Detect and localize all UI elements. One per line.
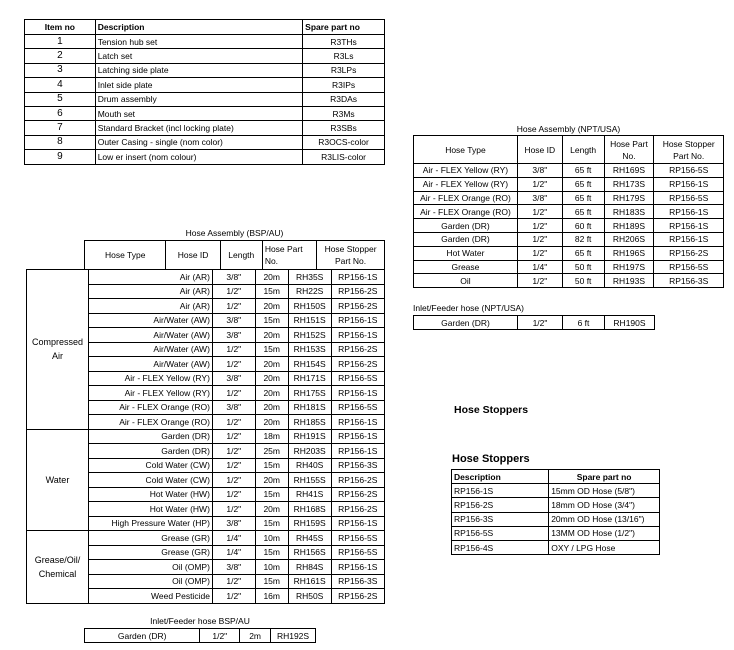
table-row: Grease 1/4" 50 ft RH197S RP156-5S	[414, 260, 724, 274]
spare-parts-table	[24, 19, 385, 165]
table-row: Air - FLEX Orange (RO) 3/8" 65 ft RH179S RP156-5S	[414, 191, 724, 205]
table-row: 7 Standard Bracket (incl locking plate) R3SBs	[25, 121, 385, 135]
table-row: Grease/Oil/ Chemical Grease (GR) 1/4" 10m RH45S RP156-5S	[27, 531, 385, 546]
hose-stoppers-table	[451, 469, 660, 555]
feeder-bsp-table	[84, 628, 316, 643]
table-row: Hot Water (HW) 1/2" 15m RH41S RP156-2S	[27, 487, 385, 502]
bsp-hose-assembly-table	[84, 240, 385, 270]
table-header-row: Hose Type Hose ID Length Hose Part No. Hose Stopper Part No.	[85, 241, 385, 270]
column-header: Item no	[25, 20, 96, 35]
group-label: Compressed Air	[27, 270, 89, 430]
table-row: Grease (GR) 1/4" 15m RH156S RP156-5S	[27, 545, 385, 560]
table-row: Air - FLEX Orange (RO) 3/8" 20m RH181S RP156-5S	[27, 400, 385, 415]
table-row: RP156-2S 18mm OD Hose (3/4")	[452, 498, 660, 512]
bsp-assembly-title: Hose Assembly (BSP/AU)	[185, 228, 284, 238]
table-row: Cold Water (CW) 1/2" 20m RH155S RP156-2S	[27, 473, 385, 488]
table-row: Hot Water 1/2" 65 ft RH196S RP156-2S	[414, 246, 724, 260]
table-row: 6 Mouth set R3Ms	[25, 106, 385, 120]
table-row: Garden (DR) 1/2" 25m RH203S RP156-1S	[27, 444, 385, 459]
table-row: Garden (DR) 1/2" 60 ft RH189S RP156-1S	[414, 219, 724, 233]
feeder-bsp-title: Inlet/Feeder hose BSP/AU	[150, 616, 250, 626]
npt-assembly-title: Hose Assembly (NPT/USA)	[516, 124, 621, 134]
feeder-npt-table	[413, 315, 655, 330]
hose-stoppers-heading: Hose Stoppers	[454, 404, 529, 416]
table-row: 4 Inlet side plate R3IPs	[25, 78, 385, 92]
table-row: 2 Latch set R3Ls	[25, 49, 385, 63]
table-header-row	[25, 20, 385, 35]
column-header: Description	[95, 20, 302, 35]
table-row: Cold Water (CW) 1/2" 15m RH40S RP156-3S	[27, 458, 385, 473]
table-row: High Pressure Water (HP) 3/8" 15m RH159S RP156-1S	[27, 516, 385, 531]
table-row: Air - FLEX Yellow (RY) 1/2" 65 ft RH173S RP156-1S	[414, 177, 724, 191]
table-row: Oil 1/2" 50 ft RH193S RP156-3S	[414, 274, 724, 288]
table-header-row: Description Spare part no	[452, 470, 660, 484]
table-row: RP156-3S 20mm OD Hose (13/16")	[452, 512, 660, 526]
table-row: Air - FLEX Yellow (RY) 3/8" 20m RH171S RP156-5S	[27, 371, 385, 386]
hose-stoppers-title: Hose Stoppers	[452, 453, 530, 465]
table-row: Oil (OMP) 3/8" 10m RH84S RP156-1S	[27, 560, 385, 575]
table-row: Air - FLEX Yellow (RY) 3/8" 65 ft RH169S RP156-5S	[414, 164, 724, 178]
group-label: Grease/Oil/ Chemical	[27, 531, 89, 604]
table-row: Air (AR) 1/2" 15m RH22S RP156-2S	[27, 284, 385, 299]
table-row: Air/Water (AW) 1/2" 20m RH154S RP156-2S	[27, 357, 385, 372]
table-row: Air - FLEX Orange (RO) 1/2" 65 ft RH183S RP156-1S	[414, 205, 724, 219]
feeder-npt-title: Inlet/Feeder hose (NPT/USA)	[413, 303, 525, 313]
table-row: 9 Low er insert (nom colour) R3LIS-color	[25, 150, 385, 164]
table-row: Air - FLEX Orange (RO) 1/2" 20m RH185S RP156-1S	[27, 415, 385, 430]
table-row: Water Garden (DR) 1/2" 18m RH191S RP156-1S	[27, 429, 385, 444]
table-header-row: Hose Type Hose ID Length Hose Part No. Hose Stopper Part No.	[414, 136, 724, 164]
table-row: Hot Water (HW) 1/2" 20m RH168S RP156-2S	[27, 502, 385, 517]
table-row: 3 Latching side plate R3LPs	[25, 63, 385, 77]
table-row: Oil (OMP) 1/2" 15m RH161S RP156-3S	[27, 574, 385, 589]
table-row: Garden (DR) 1/2" 6 ft RH190S	[414, 316, 655, 330]
bsp-hose-assembly-body	[26, 269, 385, 604]
table-row: RP156-1S 15mm OD Hose (5/8")	[452, 484, 660, 498]
table-row: 8 Outer Casing - single (nom color) R3OCS-color	[25, 135, 385, 149]
table-row: Garden (DR) 1/2" 2m RH192S	[85, 629, 316, 643]
table-row: Air/Water (AW) 3/8" 20m RH152S RP156-1S	[27, 328, 385, 343]
table-row: RP156-4S OXY / LPG Hose	[452, 540, 660, 554]
table-row: Garden (DR) 1/2" 82 ft RH206S RP156-1S	[414, 232, 724, 246]
table-row: 5 Drum assembly R3DAs	[25, 92, 385, 106]
column-header: Spare part no	[303, 20, 385, 35]
table-row: Air/Water (AW) 3/8" 15m RH151S RP156-1S	[27, 313, 385, 328]
npt-hose-assembly-table	[413, 135, 724, 288]
table-row: RP156-5S 13MM OD Hose (1/2")	[452, 526, 660, 540]
table-row: Air (AR) 1/2" 20m RH150S RP156-2S	[27, 299, 385, 314]
table-row: 1 Tension hub set R3THs	[25, 35, 385, 49]
table-row: Air - FLEX Yellow (RY) 1/2" 20m RH175S RP156-1S	[27, 386, 385, 401]
table-row: Compressed Air Air (AR) 3/8" 20m RH35S RP156-1S	[27, 270, 385, 285]
table-row: Weed Pesticide 1/2" 16m RH50S RP156-2S	[27, 589, 385, 604]
table-row: Air/Water (AW) 1/2" 15m RH153S RP156-2S	[27, 342, 385, 357]
group-label: Water	[27, 429, 89, 531]
